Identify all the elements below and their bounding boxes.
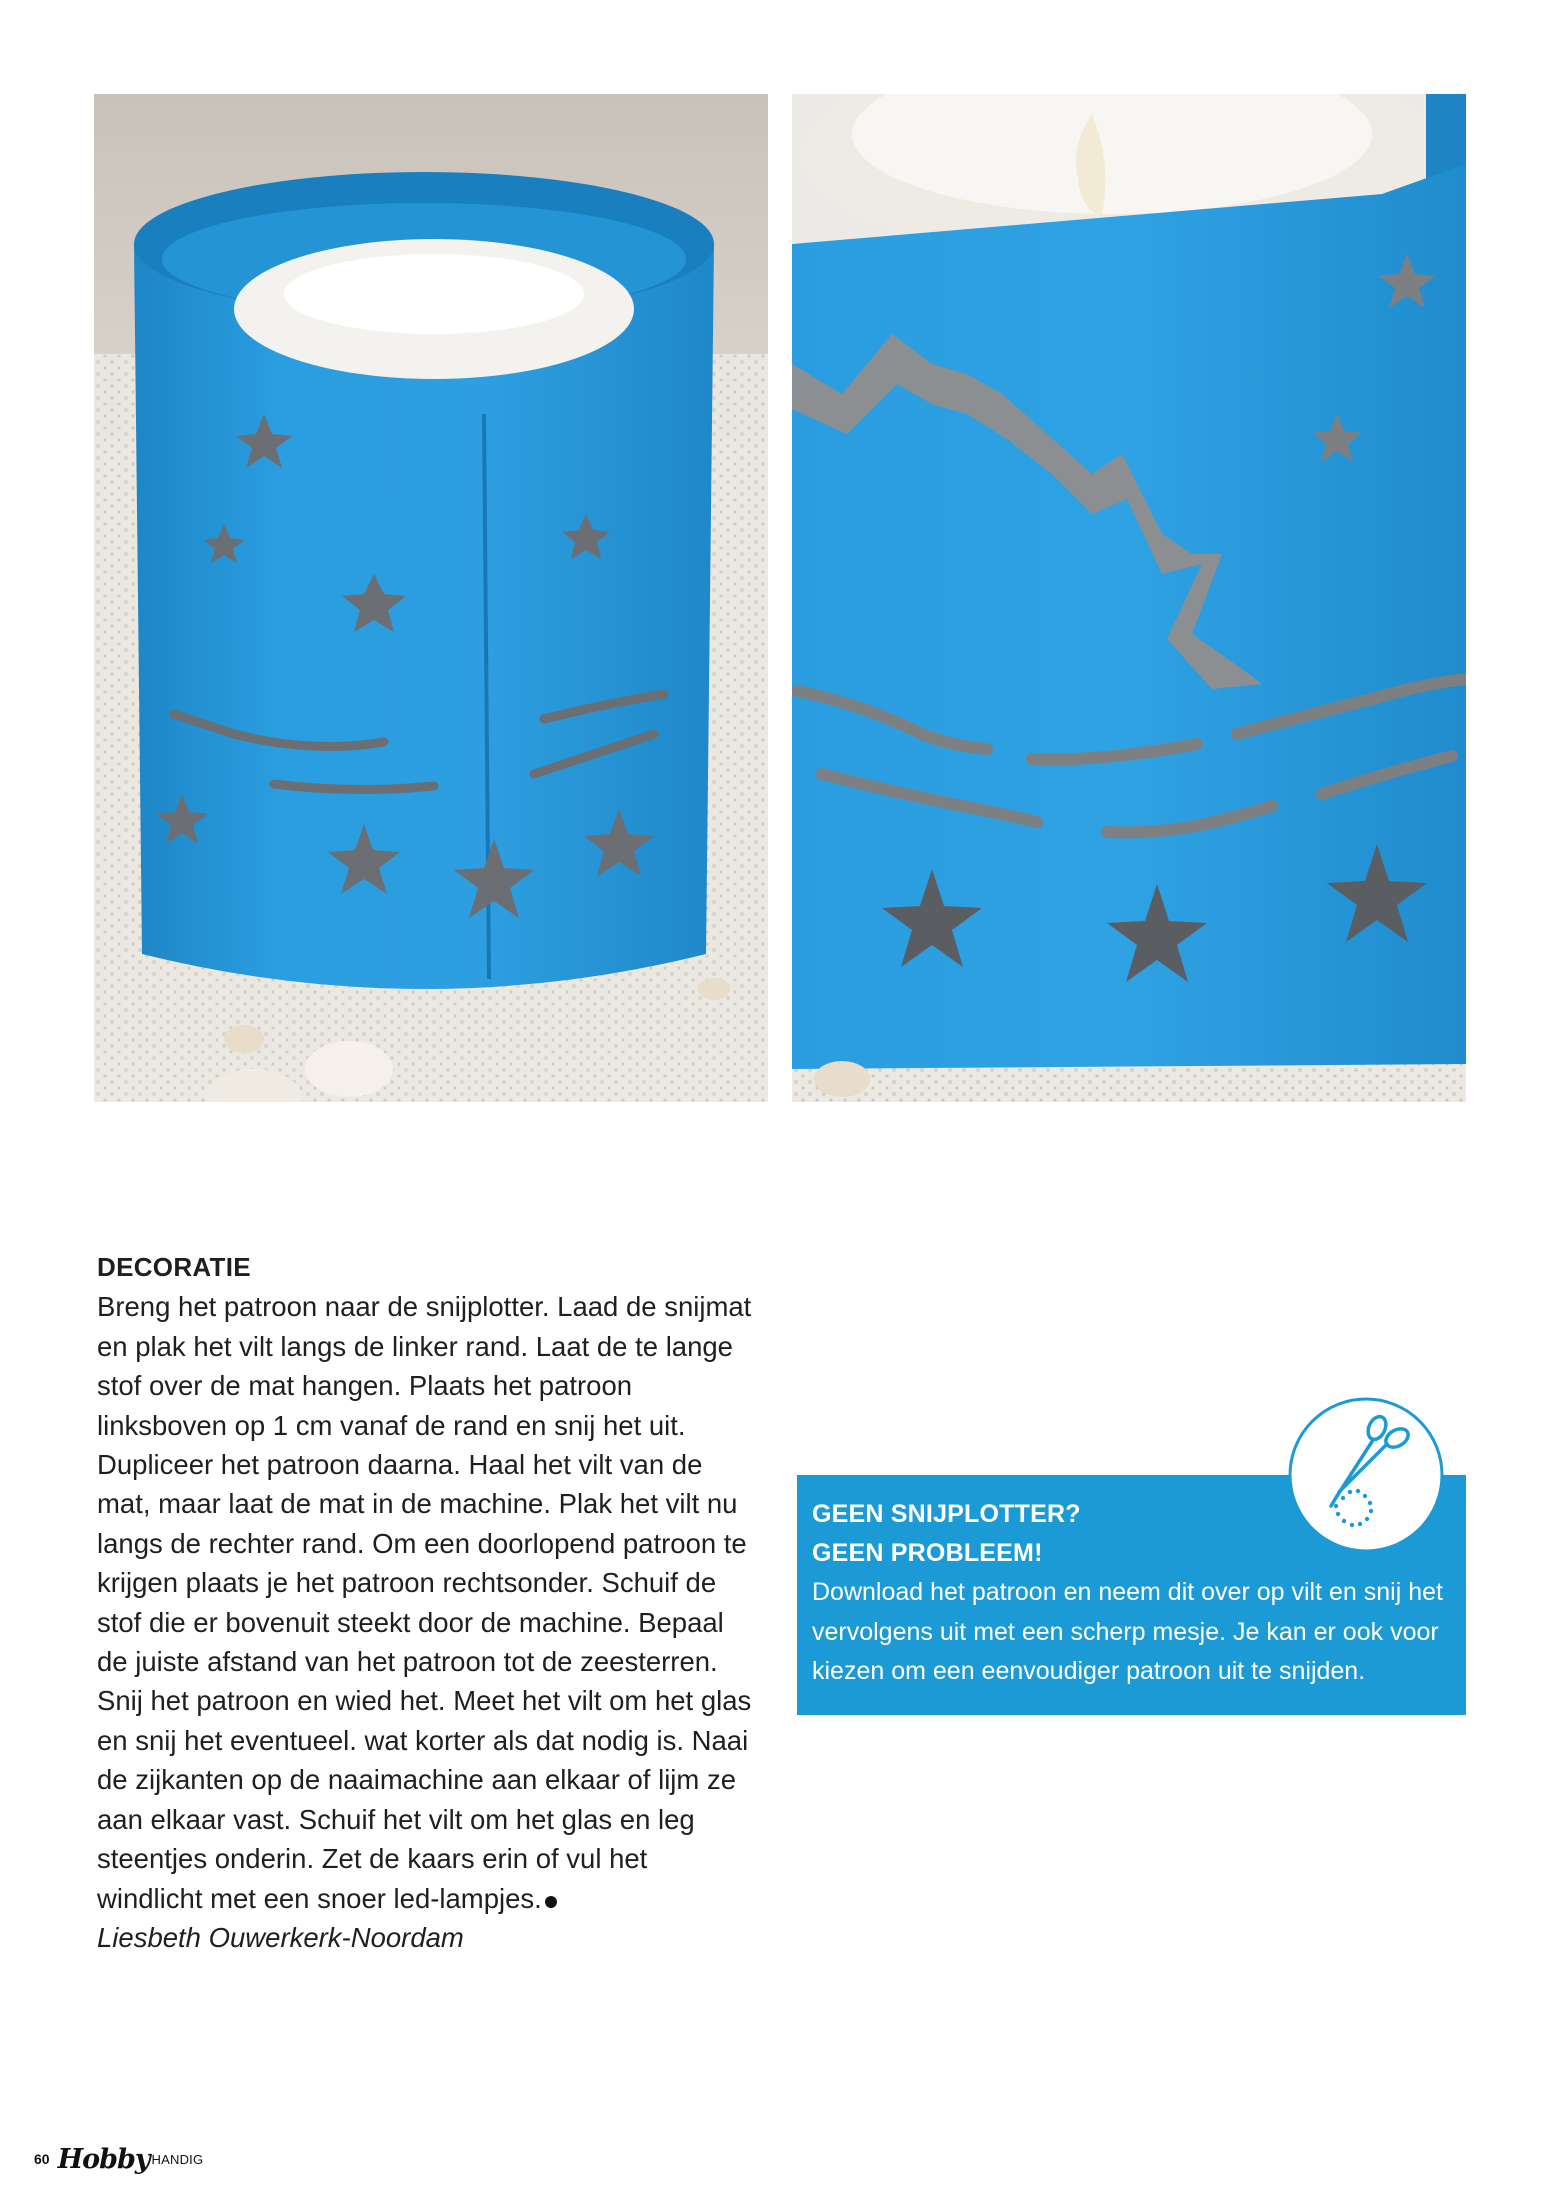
article-body-text: Breng het patroon naar de snijplotter. Laad de snijmat en plak het vilt langs de linker rand. Laat de te lange stof over de mat hangen. Plaats het patroon linksboven op 1 cm vanaf de rand en snij het uit. Dupliceer het patroon daarna. Haal het vilt van de mat, maar laat de mat in de machine. Plak het vilt nu langs de rechter rand. Om een doorlopend patroon te krijgen plaats je het patroon rechtsonder. Schuif de stof die er bovenuit steekt door de machine. Bepaal de juiste afstand van het patroon tot de zeesterren. Snij het patroon en wied het. Meet het vilt om het glas en snij het eventueel. wat korter als dat nodig is. Naai de zijkanten op de naaimachine aan elkaar of lijm ze aan elkaar vast. Schuif het vilt om het glas en leg steentjes onderin. Zet de kaars erin of vul het windlicht met een snoer led-lampjes.: [97, 1291, 752, 1914]
page-footer: [34, 2144, 203, 2174]
photo-candle-holder-right: [792, 94, 1466, 1102]
page-number: 60: [34, 2151, 50, 2167]
scissors-icon: [1287, 1396, 1445, 1554]
tip-text: Download het patroon en neem dit over op vilt en snij het vervolgens uit met een scherp mesje. Je kan er ook voor kiezen om een eenvoudiger patroon uit te snijden.: [812, 1578, 1443, 1685]
photo-candle-holder-left: [94, 94, 768, 1102]
brand-logo: Hobby: [57, 2143, 150, 2175]
article: [97, 1248, 757, 1957]
article-author: Liesbeth Ouwerkerk-Noordam: [97, 1921, 464, 1953]
felt-candle-holder-photo: [94, 94, 768, 1102]
end-mark-icon: [545, 1896, 557, 1908]
article-heading: DECORATIE: [97, 1252, 251, 1282]
felt-candle-holder-closeup-photo: [792, 94, 1466, 1102]
article-body: [97, 1287, 757, 1918]
tip-title-line1: GEEN SNIJPLOTTER?: [812, 1500, 1081, 1528]
scissors-badge: [1287, 1396, 1445, 1554]
tip-title-line2: GEEN PROBLEEM!: [812, 1539, 1043, 1567]
brand-suffix: HANDIG: [151, 2151, 204, 2167]
